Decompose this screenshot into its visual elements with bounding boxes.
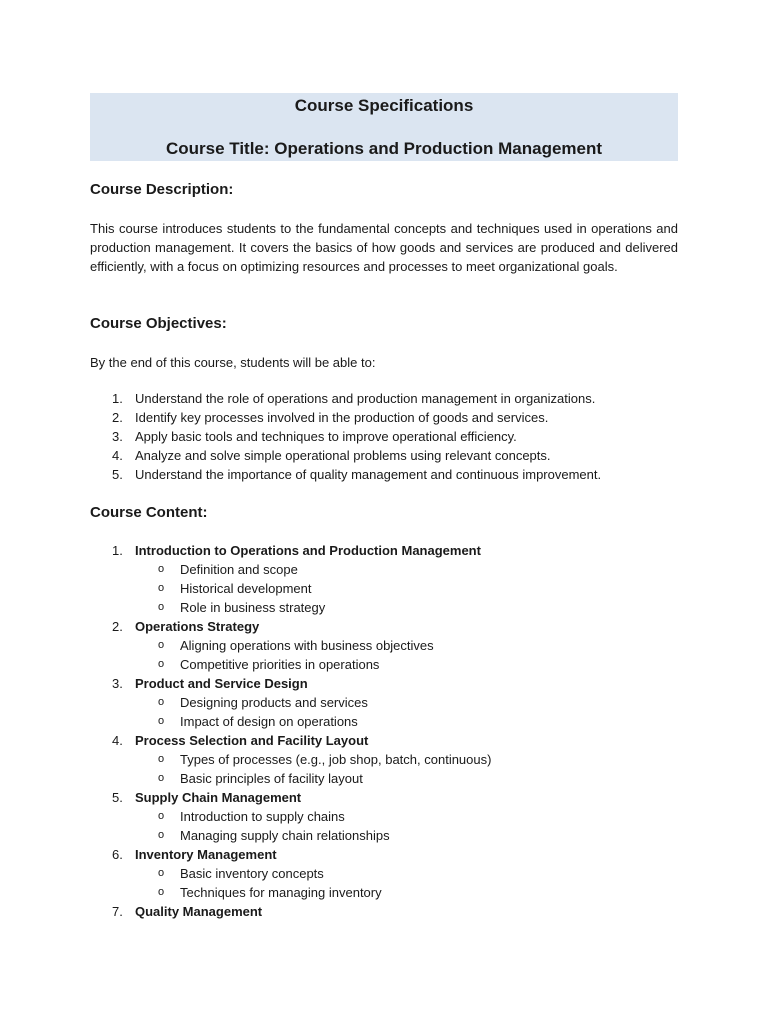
list-number: 6. [112, 847, 123, 862]
topic-row [90, 674, 678, 693]
objectives-list [90, 389, 678, 484]
bullet-icon: o [158, 715, 165, 727]
bullet-icon: o [158, 658, 165, 670]
subtopic-row [90, 712, 678, 731]
document-page [90, 93, 678, 919]
list-number: 3. [112, 676, 123, 691]
bullet-icon: o [158, 563, 165, 575]
topic-title: Supply Chain Management [135, 790, 302, 805]
subtopic-row [90, 560, 678, 579]
topic-title: Introduction to Operations and Production Management [135, 543, 481, 558]
bullet-icon: o [158, 810, 165, 822]
objectives-intro: By the end of this course, students will be able to: [90, 355, 376, 370]
bullet-icon: o [158, 601, 165, 613]
description-text: This course introduces students to the fundamental concepts and techniques used in operations and production management. It covers the basics of how goods and services are produced and delivered efficiently, with a focus on optimizing resources and processes to meet organizational goals. [90, 221, 678, 275]
subtopic-text: Role in business strategy [180, 600, 326, 615]
subtopic-row [90, 807, 678, 826]
course-title: Course Title: Operations and Production Management [165, 139, 603, 158]
subtopic-row [90, 864, 678, 883]
list-number: 5. [112, 467, 123, 482]
subtopic-row [90, 750, 678, 769]
subtopic-text: Impact of design on operations [180, 714, 358, 729]
list-item [90, 389, 678, 408]
subtopic-row [90, 693, 678, 712]
topic-row [90, 902, 678, 921]
content-heading: Course Content: [90, 504, 208, 521]
description-heading: Course Description: [90, 181, 234, 198]
topic-row [90, 541, 678, 560]
bullet-icon: o [158, 753, 165, 765]
subtopic-text: Techniques for managing inventory [180, 885, 382, 900]
list-item [90, 446, 678, 465]
bullet-icon: o [158, 696, 165, 708]
list-text: Apply basic tools and techniques to improve operational efficiency. [135, 429, 517, 444]
topic-title: Process Selection and Facility Layout [135, 733, 369, 748]
subtopic-row [90, 655, 678, 674]
topic-title: Product and Service Design [135, 676, 308, 691]
list-number: 4. [112, 448, 123, 463]
subtopic-row [90, 826, 678, 845]
subtopic-text: Designing products and services [180, 695, 368, 710]
list-number: 3. [112, 429, 123, 444]
topic-row [90, 788, 678, 807]
list-number: 1. [112, 391, 123, 406]
list-item [90, 408, 678, 427]
list-number: 1. [112, 543, 123, 558]
subtopic-text: Aligning operations with business objectives [180, 638, 434, 653]
subtopic-text: Competitive priorities in operations [180, 657, 380, 672]
title-box [90, 93, 678, 161]
list-number: 7. [112, 904, 123, 919]
bullet-icon: o [158, 582, 165, 594]
subtopic-row [90, 636, 678, 655]
topic-title: Operations Strategy [135, 619, 260, 634]
list-item [90, 465, 678, 484]
list-item [90, 427, 678, 446]
list-text: Understand the role of operations and production management in organizations. [135, 391, 596, 406]
bullet-icon: o [158, 829, 165, 841]
subtopic-text: Historical development [180, 581, 312, 596]
subtopic-row [90, 598, 678, 617]
list-number: 2. [112, 410, 123, 425]
subtopic-text: Basic inventory concepts [180, 866, 324, 881]
subtopic-text: Types of processes (e.g., job shop, batch, continuous) [180, 752, 492, 767]
topic-row [90, 845, 678, 864]
topic-title: Inventory Management [135, 847, 277, 862]
topic-row [90, 731, 678, 750]
list-number: 4. [112, 733, 123, 748]
list-text: Analyze and solve simple operational problems using relevant concepts. [135, 448, 551, 463]
bullet-icon: o [158, 639, 165, 651]
bullet-icon: o [158, 867, 165, 879]
subtopic-text: Definition and scope [180, 562, 298, 577]
subtopic-text: Managing supply chain relationships [180, 828, 390, 843]
list-text: Identify key processes involved in the production of goods and services. [135, 410, 549, 425]
subtopic-row [90, 769, 678, 788]
content-list [90, 541, 678, 921]
topic-title: Quality Management [135, 904, 263, 919]
bullet-icon: o [158, 772, 165, 784]
subtopic-text: Basic principles of facility layout [180, 771, 363, 786]
objectives-heading: Course Objectives: [90, 315, 227, 332]
subtopic-text: Introduction to supply chains [180, 809, 345, 824]
list-text: Understand the importance of quality management and continuous improvement. [135, 467, 602, 482]
document-title: Course Specifications [294, 96, 474, 115]
topic-row [90, 617, 678, 636]
bullet-icon: o [158, 886, 165, 898]
subtopic-row [90, 883, 678, 902]
list-number: 5. [112, 790, 123, 805]
subtopic-row [90, 579, 678, 598]
list-number: 2. [112, 619, 123, 634]
